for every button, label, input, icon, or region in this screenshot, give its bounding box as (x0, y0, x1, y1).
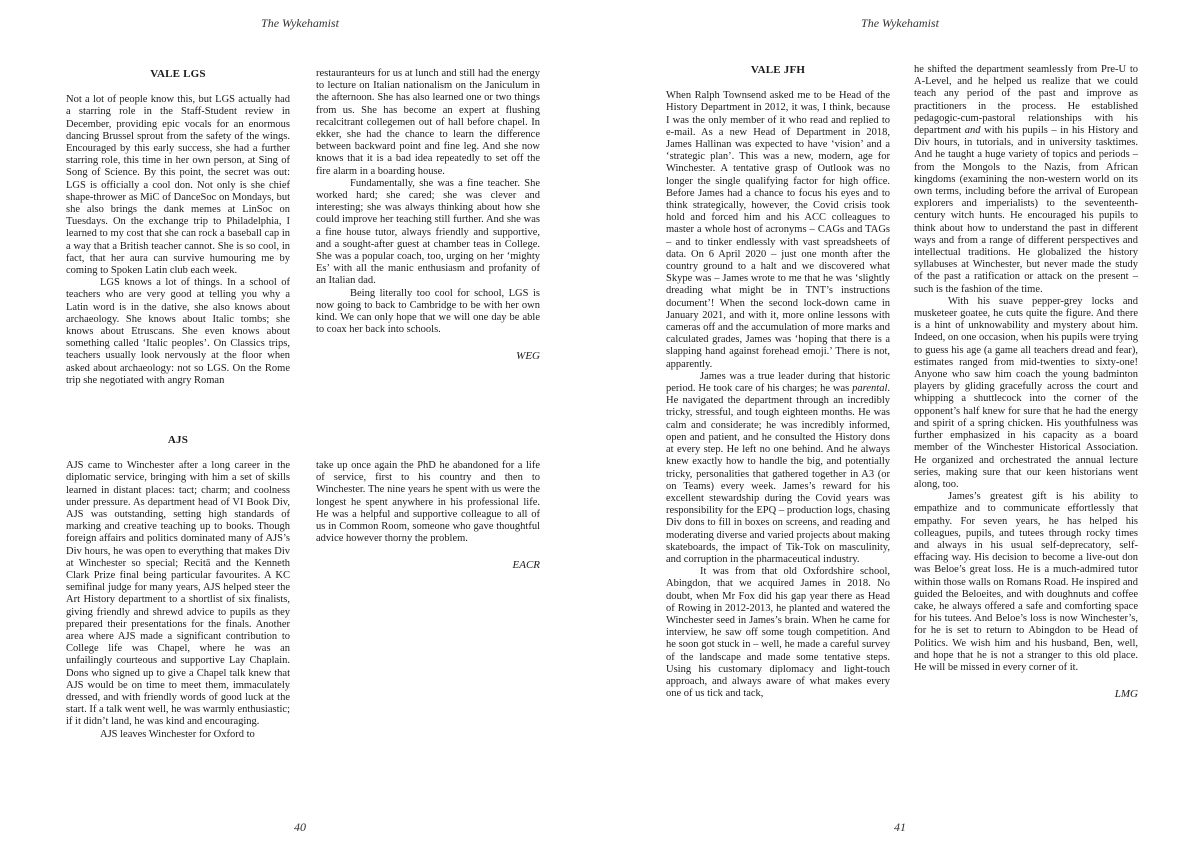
jfh-text: James was a true leader during that historic period. He took care of his charges; he was (666, 370, 890, 395)
ajs-paragraph: take up once again the PhD he abandoned for a life of service, first to his country and then to Winchester. The nine years he spent with us were the longest he spent anywhere in his professional life. He was a helpful and supportive colleague to all of us in Common Room, someone who gave thoughtful advice however thorny the problem. (316, 460, 540, 545)
jfh-emphasis: parental (852, 383, 888, 395)
ajs-column-2 (316, 460, 540, 572)
vale-jfh-heading: VALE JFH (750, 64, 806, 76)
ajs-paragraph: AJS leaves Winchester for Oxford to (100, 728, 255, 740)
lgs-signature: WEG (516, 350, 540, 363)
lgs-paragraph: restauranteurs for us at lunch and still had the energy to lecture on Italian nationalism on the Janiculum in the afternoon. She has also learned one or two things from us. She has become an expert at flushing recalcitrant collegemen out of hall before chapel. In ekker, she had the chance to learn the difference between backward point and fine leg. And she now knows that it is a bad idea repeatedly to set off the fire alarm in a boarding house. (316, 68, 540, 177)
lgs-paragraph: LGS knows a lot of things. In a school of teachers who are very good at telling you why a Latin word is in the dative, she also knows about archaeology. She knows about Italic tombs; she knows about Etruscans. She even knows about something called ‘Italic peoples’. On Classics trips, teachers usually look nervously at the floor when asked about archaeology: not so LGS. On the Rome trip she negotiated with angry Roman (66, 277, 290, 386)
running-head-right: The Wykehamist (861, 16, 939, 30)
page-number-left: 40 (294, 820, 306, 834)
jfh-emphasis: and (964, 125, 981, 137)
vale-lgs-column-1 (66, 68, 290, 387)
vale-lgs-heading: VALE LGS (150, 68, 206, 80)
jfh-paragraph: When Ralph Townsend asked me to be Head of the History Department in 2012, it was, I think, because I was the only member of it who read and replied to e-mail. As a new Head of Department in 2018, James Hallinan was expected to have ‘vision’ and a ‘strategic plan’. This was a new, modern, age for Winchester. A tentative grasp of Outlook was no longer the single qualifying factor for high office. Before James had a chance to focus his eyes and to think strategically, however, the Covid crisis took hold and forced him and his ACC colleagues to master a whole host of acronyms – CAGs and TAGs – and to tinker endlessly with vast spreadsheets of data. On 6 April 2020 – just one month after the country ground to a halt and we discovered what Skype was – James wrote to me that he was ‘slightly dreading what might be in TNT’s instructions document’! When the second lock-down came in January 2021, and with it, more online lessons with cameras off and the accumulation of more marks and calculated grades, James was ‘hoping that there is a slapping hand against forehead emoji.’ There is not, apparently. (666, 90, 890, 370)
ajs-signature: EACR (512, 559, 540, 572)
vale-jfh-column-2 (914, 64, 1138, 700)
running-head-left: The Wykehamist (261, 16, 339, 30)
vale-lgs-column-2 (316, 68, 540, 363)
right-page (600, 0, 1200, 849)
ajs-column-1 (66, 434, 290, 741)
jfh-text: he shifted the department seamlessly from Pre-U to A-Level, and he helped us realize that we could teach any period of the past and improve as practitioners in the process. He established pedagogic-cum-pastoral relationships with his department (914, 64, 1138, 137)
jfh-paragraph (666, 371, 890, 566)
jfh-signature: LMG (1114, 688, 1138, 701)
jfh-text: with his pupils – in his History and Div hours, in tutorials, and in university tasktimes. And he taught a huge variety of topics and periods – from the Mongols to the Nazis, from African kingdoms (examining the non-western world on its own terms, including before the arrival of European explorers and imperialists) to the seventeenth-century witch hunts. He encouraged his pupils to think about how to understand the past in different ways and from a range of different perspectives and intellectual traditions. He globalized the history syllabuses at Winchester, but never made the study of the past a ratification or attack on the present – such is the fashion of the time. (914, 125, 1138, 295)
vale-jfh-column-1 (666, 64, 890, 700)
jfh-text: . He navigated the department through an incredibly tricky, stressful, and tough eighteen months. He was calm and considerate; he was incredibly informed, open and patient, and he consulted the History dons at every step. He left no one behind. And he always knew exactly how to handle the big, and potentially tricky, personalities that gathered together in A3 (or on Teams) every week. James’s reward for his excellent stewardship during the Covid years was responsibility for the EPQ – production logs, chasing Div dons to fill in boxes on screens, and reading and moderating diverse and varied projects about making skateboards, the impact of Tik-Tok on masculinity, and corruption in the pharmaceutical industry. (666, 383, 890, 565)
jfh-paragraph: With his suave pepper-grey locks and musketeer goatee, he cuts quite the figure. And there is a hint of unknowability and mystery about him. Indeed, on one occasion, when his pupils were trying to guess his age (a game all teachers dread and fear), estimates ranged from mid-twenties to sixty-one! Anyone who saw him coach the young badminton players by gliding gracefully across the court and whipping a shuttlecock into the corner of the opponent’s half knew for sure that he had the energy and spirit of a spring chicken. His youthfulness was further emphasized in his capacity as a board member of the Winchester Historical Association. He organized and orchestrated the annual lecture series, making sure that our keen historians went along, too. (914, 295, 1138, 490)
ajs-heading: AJS (167, 434, 189, 446)
jfh-paragraph: It was from that old Oxfordshire school, Abingdon, that we acquired James in 2018. No doubt, when Mr Fox did his gap year there as Head of Rowing in 2012-2013, he planted and watered the Winchester seed in James’s brain. When he came for interview, he saw off some tough competition. And he soon got stuck in – well, he made a careful survey of the landscape and made some tentative steps. Using his customary diplomacy and light-touch approach, and always aware of what makes every one of us tick and tack, (666, 566, 890, 700)
ajs-paragraph: AJS came to Winchester after a long career in the diplomatic service, bringing with him a set of skills learned in distant places: tact; charm; and coolness under pressure. As department head of VI Book Div, AJS was outstanding, setting high standards of marking and creative teaching up to books. Though foreign affairs and politics dominated many of AJS’s Div hours, he was open to everything that makes Div at Winchester so special; Recitā and the Kenneth Clark Prize final being particular favourites. A KC semifinal judge for many years, AJS helped steer the Art History department to a shortlist of six finalists, giving friendly and shrewd advice to pupils as they prepared their presentations for the finals. Another area where AJS made a significant contribution to College life was Chapel, where he was an unfailingly courteous and supportive Lay Chaplain. Dons who signed up to give a Chapel talk knew that AJS would be on time to meet them, immaculately dressed, and with friendly words of good luck at the start. If a talk went well, he was warmly enthusiastic; if it didn’t land, he was kind and encouraging. (66, 460, 290, 728)
jfh-paragraph: James’s greatest gift is his ability to empathize and to communicate effortlessly that empathy. For seven years, he has helped his colleagues, pupils, and tutees through rocky times and always in his usual self-deprecatory, self-effacing way. His decision to become a live-out don was Beloe’s great loss. He is a much-admired tutor within those walls on Romans Road. He inspired and guided the Beloeites, and with doughnuts and coffee cake, he always offered a safe and comforting space for his tutees. And Beloe’s loss is now Winchester’s, for he is set to return to Abingdon to be Head of Politics. We wish him and his husband, Ben, well, and hope that he is not a stranger to this old place. He will be missed in every corner of it. (914, 491, 1138, 673)
lgs-paragraph: Not a lot of people know this, but LGS actually had a starring role in the Staff-Student review in December, providing epic vocals for an enormous dancing Brussel sprout from the safety of the wings. Encouraged by this early success, she had a further starring role, this time in her own person, at Sing of Song of Science. By this point, the secret was out: LGS is officially a cool don. Not only is she chief shape-thrower as MiC of DanceSoc on Mondays, but she also brings the dank memes at LinSoc on Tuesdays. On the exchange trip to Philadelphia, I learned to my cost that she can rock a baseball cap in a way that a British teacher cannot. She is so cool, in fact, that her aura can survive humouring me by coming to Spoken Latin club each week. (66, 94, 290, 277)
jfh-paragraph (914, 64, 1138, 296)
lgs-paragraph: Being literally too cool for school, LGS is now going to back to Cambridge to be with her own kind. We can only hope that we will one day be able to coax her back into schools. (316, 287, 540, 336)
page-number-right: 41 (894, 820, 906, 834)
lgs-paragraph: Fundamentally, she was a fine teacher. She worked hard; she cared; she was clever and interesting; she was always thinking about how she could improve her teaching still further. And she was a fine house tutor, always friendly and supportive, and a sought-after guest at chamber teas in College. She was a popular coach, too, urging on her ‘mighty Es’ with all the manic enthusiasm and profanity of an Italian dad. (316, 177, 540, 287)
